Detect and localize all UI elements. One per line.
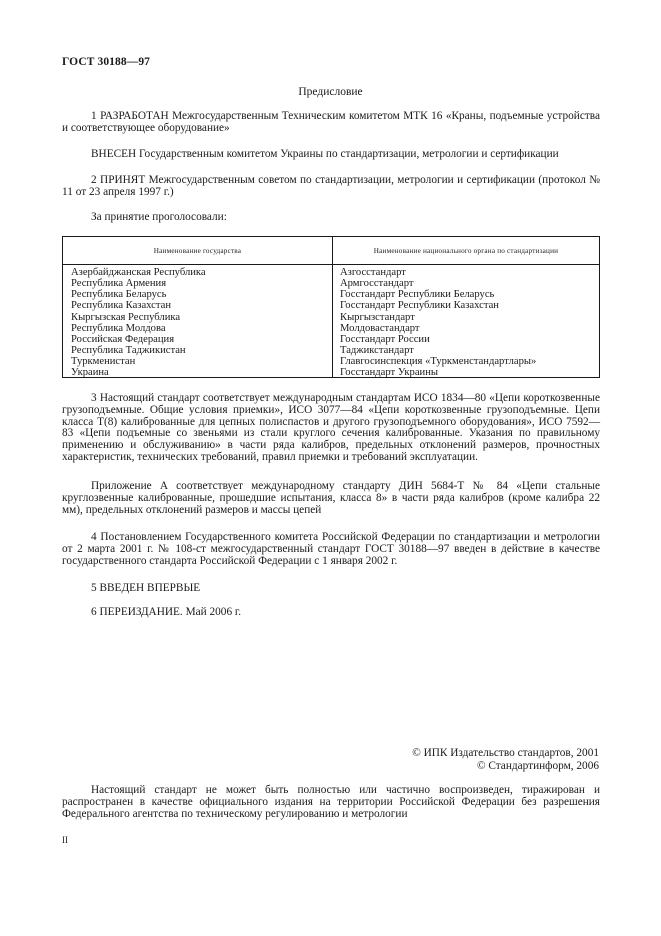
paragraph-appendix: Приложение А соответствует международному стандарту ДИН 5684-Т № 84 «Цепи стальные круглозвенные калиброванные, прошедшие испытания, класса 8» в части ряда калибров (кроме калибра 22 мм), предельных отклонений размеров и массы цепей	[62, 480, 600, 516]
table-cell-state: Республика Молдова	[71, 322, 166, 334]
paragraph-6: 6 ПЕРЕИЗДАНИЕ. Май 2006 г.	[91, 606, 242, 618]
voted-intro: За принятие проголосовали:	[91, 211, 227, 223]
table-cell-state: Российская Федерация	[71, 333, 175, 345]
table-cell-body: Госстандарт Республики Казахстан	[340, 300, 499, 312]
table-cell-state: Кыргызская Республика	[71, 311, 181, 323]
table-cell-state: Республика Беларусь	[71, 289, 167, 301]
table-cell-body: Кыргызстандарт	[340, 311, 415, 323]
table-cell-body: Молдовастандарт	[340, 322, 420, 334]
standard-header: ГОСТ 30188—97	[62, 56, 151, 68]
table-header-bodies: Наименование национального органа по стандартизации	[373, 247, 559, 255]
table-cell-body: Азгосстандарт	[340, 267, 406, 278]
table-cell-state: Азербайджанская Республика	[71, 267, 206, 278]
table-cell-state: Республика Казахстан	[71, 300, 172, 312]
table-cell-state: Туркменистан	[71, 356, 136, 368]
table-column-states	[71, 267, 206, 379]
table-cell-state: Республика Армения	[71, 278, 167, 290]
reproduction-notice: Настоящий стандарт не может быть полностью или частично воспроизведен, тиражирован и распространен в качестве официального издания на территории Российской Федерации без разрешения Федерального агентства по техническому регулированию и метрологии	[62, 784, 600, 820]
copyright-standartinform: © Стандартинформ, 2006	[476, 760, 599, 772]
section-title: Предисловие	[298, 86, 363, 98]
table-cell-body: Госстандарт Республики Беларусь	[340, 289, 495, 301]
table-header-states: Наименование государства	[153, 247, 242, 255]
page-number: II	[62, 835, 68, 845]
table-cell-body: Госстандарт Украины	[340, 367, 438, 379]
paragraph-2: 2 ПРИНЯТ Межгосударственным советом по стандартизации, метрологии и сертификации (протокол № 11 от 23 апреля 1997 г.)	[62, 174, 600, 198]
table-cell-state: Украина	[71, 367, 109, 379]
table-cell-body: Таджикстандарт	[340, 345, 414, 357]
paragraph-1: 1 РАЗРАБОТАН Межгосударственным Техническим комитетом МТК 16 «Краны, подъемные устройства и соответствующее оборудование»	[62, 110, 600, 134]
table-cell-body: Армгосстандарт	[340, 278, 414, 290]
voting-table	[62, 236, 600, 378]
paragraph-5: 5 ВВЕДЕН ВПЕРВЫЕ	[91, 582, 201, 594]
table-column-divider	[332, 237, 333, 377]
paragraph-vnesen: ВНЕСЕН Государственным комитетом Украины по стандартизации, метрологии и сертификации	[91, 148, 559, 160]
paragraph-3: 3 Настоящий стандарт соответствует международным стандартам ИСО 1834—80 «Цепи короткозвенные грузоподъемные. Общие условия приемки», ИСО 3077—84 «Цепи короткозвенные грузоподъемные. Цепи класса Т(8) калиброванные для цепных полиспастов и другого грузоподъемного оборудования», ИСО 7592—83 «Цепи подъемные со звеньями из стали круглого сечения калиброванные. Указания по правильному применению и обслуживанию» в части ряда калибров, предельных отклонений размеров, прочностных характеристик, технических требований, правил приемки и требований эксплуатации.	[62, 392, 600, 463]
copyright-publisher: © ИПК Издательство стандартов, 2001	[412, 747, 599, 759]
table-header-divider	[63, 264, 599, 265]
table-cell-body: Госстандарт России	[340, 333, 430, 345]
table-column-bodies	[340, 267, 536, 379]
paragraph-4: 4 Постановлением Государственного комитета Российской Федерации по стандартизации и метрологии от 2 марта 2001 г. № 108-ст межгосударственный стандарт ГОСТ 30188—97 введен в действие в качестве государственного стандарта Российской Федерации с 1 января 2002 г.	[62, 531, 600, 567]
table-cell-state: Республика Таджикистан	[71, 345, 186, 357]
table-cell-body: Главгосинспекция «Туркменстандартлары»	[340, 356, 537, 368]
